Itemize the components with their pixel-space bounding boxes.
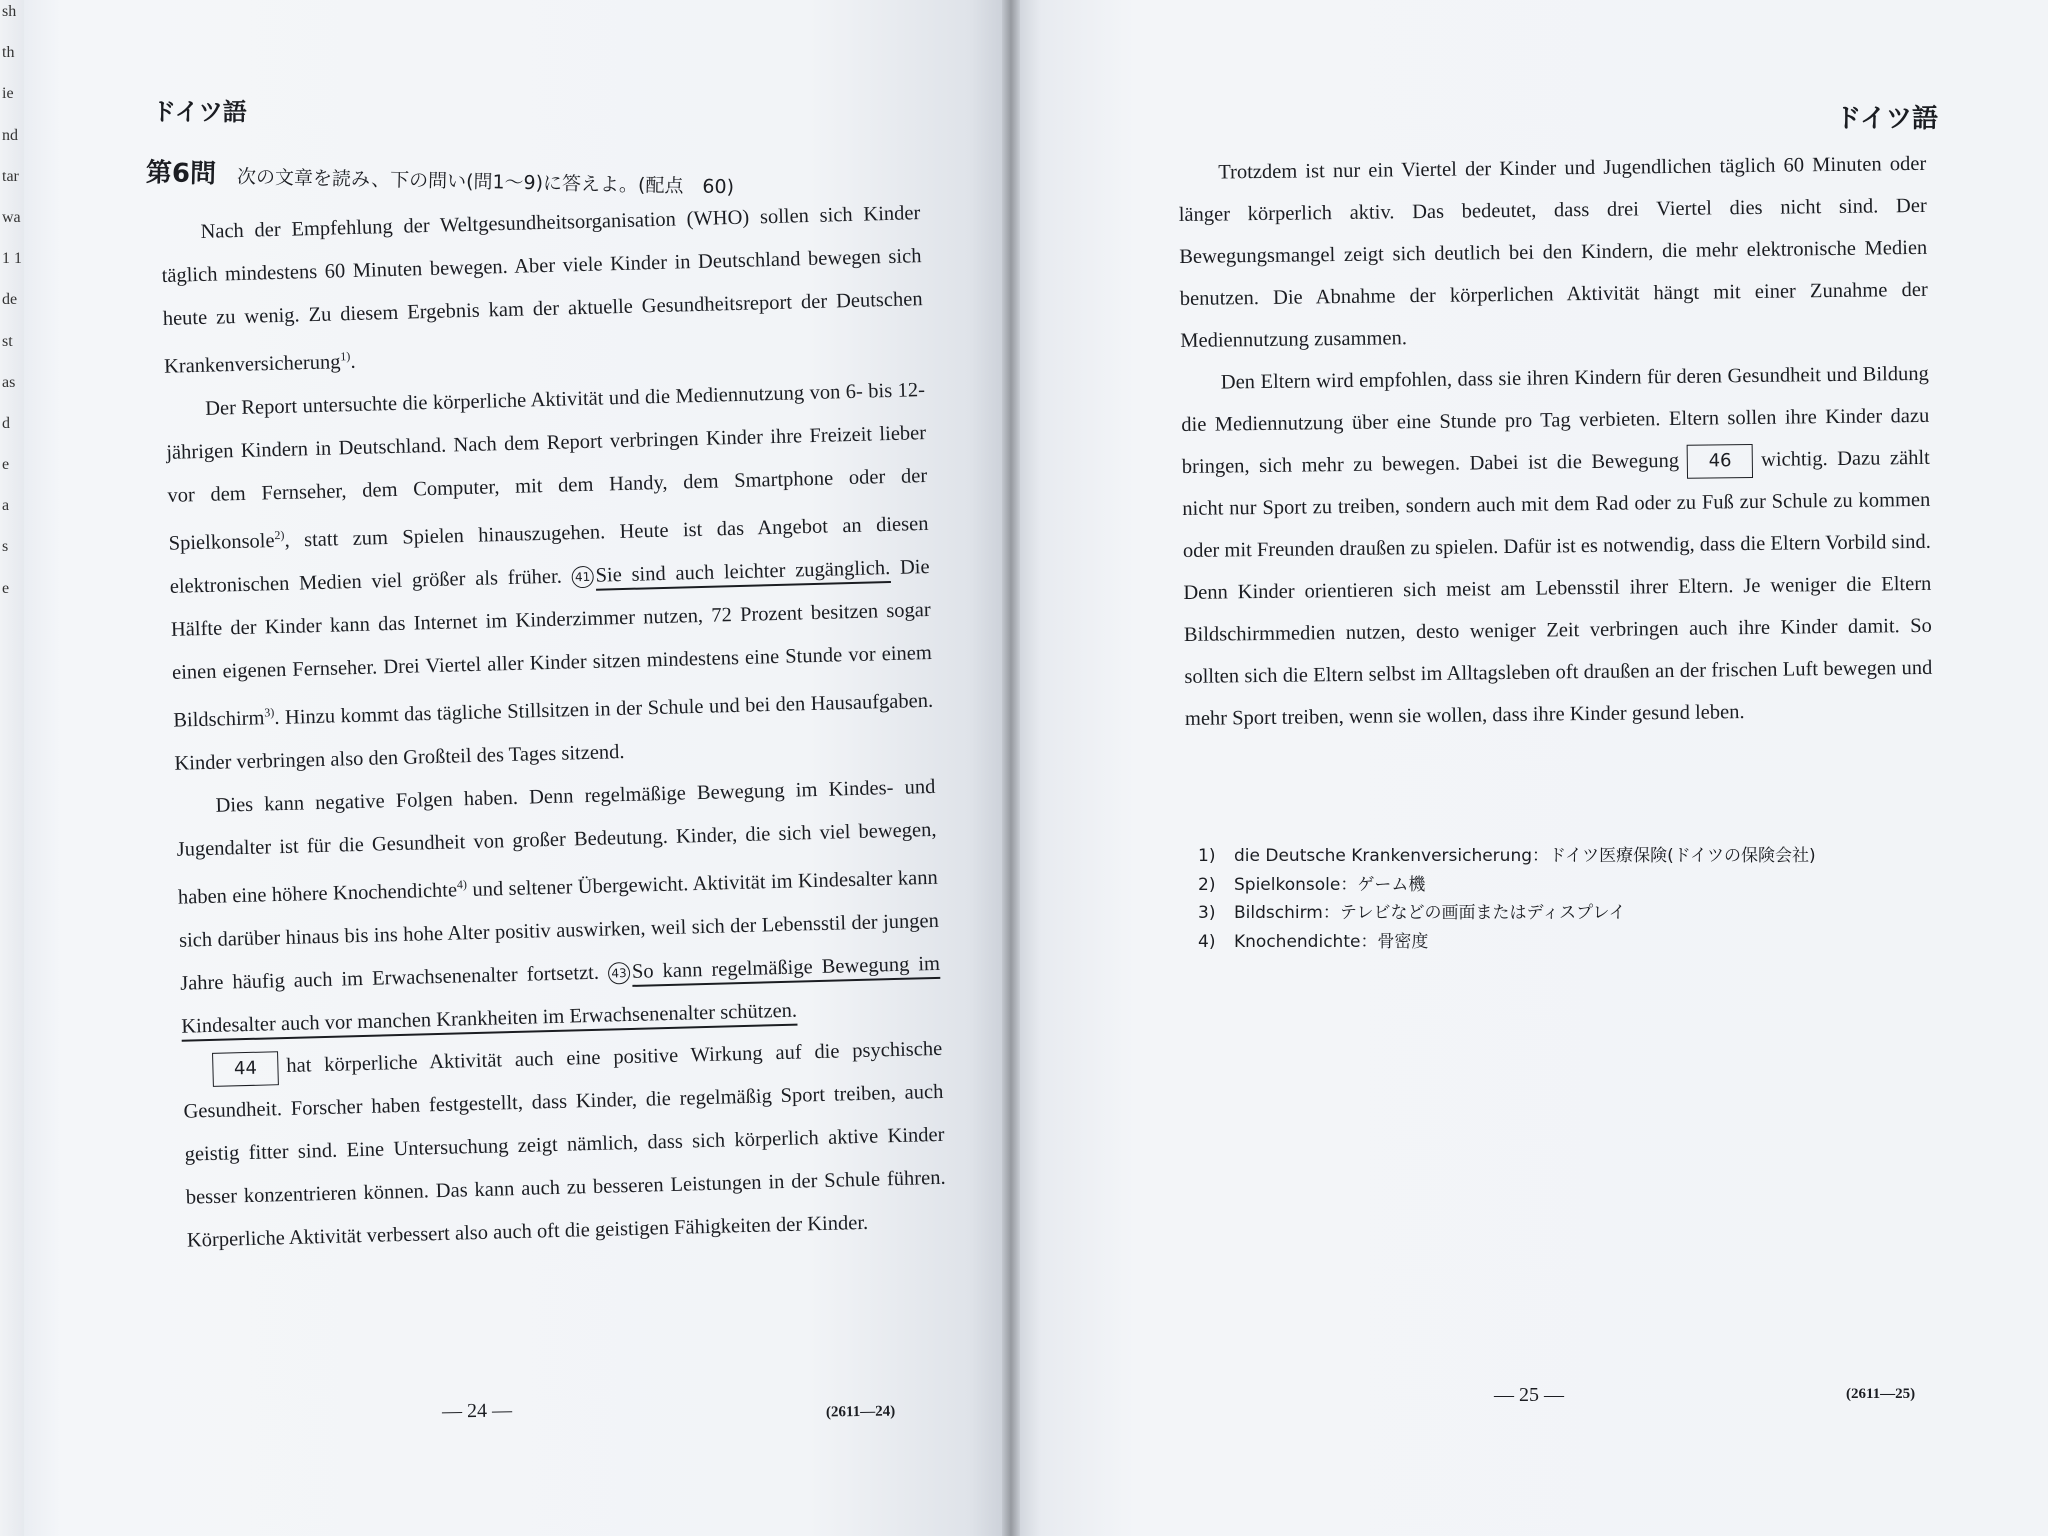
footnote-number: 3) [1198, 903, 1216, 923]
underlined-passage-43: So kann regelmäßige Bewegung im Kindesalter auch vor manchen Krankheiten im Erwachsenenalter schützen. [181, 953, 940, 1042]
left-page-text [160, 192, 947, 1262]
page-number-left: — 24 — [441, 1399, 513, 1423]
footnote-ref: 2) [274, 528, 285, 543]
edge-fragment: d [2, 414, 10, 432]
paragraph-5 [1178, 143, 1929, 362]
previous-page-edge [0, 0, 24, 1536]
paragraph-text: Dies kann negative Folgen haben. Denn regelmäßige Bewegung im Kindes- und Jugendalter ist für die Gesundheit von großer Bedeutung. Kinder, die sich viel bewegen, haben eine höhere Knochendichte [176, 775, 937, 910]
page-code-right: (2611—25) [1846, 1386, 1916, 1402]
paragraph-4 [182, 1028, 947, 1262]
footnotes [1198, 842, 1898, 956]
subject-title-left: ドイツ語 [152, 98, 247, 126]
question-instruction: 次の文章を読み、下の問い(問1～9)に答えよ。(配点 60) [236, 165, 735, 199]
footnote-ref: 1) [340, 349, 351, 364]
edge-fragment: s [2, 538, 9, 556]
footnote-number: 4) [1198, 931, 1216, 952]
footnote-ref: 4) [456, 877, 468, 892]
paragraph-2 [165, 369, 935, 786]
edge-fragment: sh [2, 3, 17, 20]
footnote-item [1198, 899, 1898, 928]
edge-fragment: st [2, 332, 13, 350]
paragraph-1 [160, 192, 924, 389]
underline-marker-43: 43 [608, 962, 631, 985]
paragraph-text: wichtig. Dazu zählt nicht nur Sport zu treiben, sondern auch mit dem Rad oder zu Fuß zur Schule zu kommen oder mit Freunden draußen zu spielen. Dafür ist es notwendig, dass die Eltern Vorbild sind. Denn Kinder orientieren sich meist am Lebensstil ihrer Eltern. Je weniger die Eltern Bildschirmmedien nutzen, desto weniger Zeit verbringen auch ihre Kinder damit. So sollten sich die Eltern selbst im Alltagsleben oft draußen an der frischen Luft bewegen und mehr Sport treiben, wenn sie wollen, dass ihre Kinder gesund leben. [1182, 446, 1933, 730]
page-code-left: (2611—24) [825, 1403, 896, 1421]
footnote-text: Bildschirm：テレビなどの画面またはディスプレイ [1234, 903, 1626, 923]
edge-fragment: th [2, 44, 15, 62]
paragraph-text: Die Hälfte der Kinder kann das Internet im Kinderzimmer nutzen, 72 Prozent besitzen sogar einen eigenen Fernseher. Drei Viertel aller Kinder sitzen mindestens eine Stunde vor einem Bildschirm [170, 556, 933, 733]
paragraph-text: Nach der Empfehlung der Weltgesundheitsorganisation (WHO) sollen sich Kinder täglich mindestens 60 Minuten bewegen. Aber viele Kinder in Deutschland bewegen sich heute zu wenig. Zu diesem Ergebnis kam der aktuelle Gesundheitsreport der Deutschen Krankenversicherung [161, 202, 923, 379]
subject-title-right: ドイツ語 [1835, 104, 1938, 134]
footnote-item [1198, 871, 1898, 900]
footnote-text: Knochendichte：骨密度 [1234, 931, 1429, 952]
edge-fragment: e [2, 456, 10, 474]
footnote-number: 1) [1198, 846, 1216, 866]
footnote-text: die Deutsche Krankenversicherung：ドイツ医療保険(ドイツの保険会社) [1234, 846, 1816, 866]
paragraph-text: Trotzdem ist nur ein Viertel der Kinder und Jugendlichen täglich 60 Minuten oder länger körperlich aktiv. Das bedeutet, dass drei Viertel dies nicht sind. Der Bewegungsmangel zeigt sich deutlich bei den Kindern, die mehr elektronische Medien benutzen. Die Abnahme der körperlichen Aktivität hängt mit einer Zunahme der Mediennutzung zusammen. [1178, 152, 1928, 352]
footnote-item [1198, 928, 1898, 957]
edge-fragment: 1 1 [2, 250, 22, 268]
edge-fragment: wa [2, 208, 21, 226]
book-gutter [1002, 0, 1020, 1536]
paragraph-text: hat körperliche Aktivität auch eine positive Wirkung auf die psychische Gesundheit. Forscher haben festgestellt, dass Kinder, die regelmäßig Sport treiben, auch geistig fitter sind. Eine Untersuchung zeigt nämlich, dass sich körperlich aktive Kinder besser konzentrieren können. Das kann auch zu besseren Leistungen in der Schule führen. Körperliche Aktivität verbessert also auch oft die geistigen Fähigkeiten der Kinder. [183, 1038, 946, 1252]
page-number-right: — 25 — [1494, 1384, 1564, 1406]
paragraph-3 [175, 766, 942, 1048]
right-page-text [1178, 143, 1933, 740]
edge-fragment: tar [2, 167, 19, 185]
footnote-text: Spielkonsole：ゲーム機 [1234, 874, 1426, 895]
edge-fragment: de [2, 291, 18, 309]
answer-blank-44: 44 [212, 1051, 279, 1087]
underlined-passage-41: Sie sind auch leichter zugänglich. [595, 557, 890, 591]
footnote-ref: 3) [264, 705, 275, 720]
question-number: 第6問 [145, 158, 217, 190]
edge-fragment: ie [2, 85, 14, 103]
footnote-number: 2) [1198, 874, 1216, 895]
edge-fragment: a [2, 497, 10, 515]
paragraph-text: Den Eltern wird empfohlen, dass sie ihren Kindern für deren Gesundheit und Bildung die Mediennutzung über eine Stunde pro Tag verbieten. Eltern sollen ihre Kinder dazu bringen, sich mehr zu bewegen. Dabei ist die Bewegung [1181, 362, 1930, 478]
paragraph-text: . [350, 351, 356, 374]
paragraph-text: . Hinzu kommt das tägliche Stillsitzen in der Schule und bei den Hausaufgaben. Kinder verbringen also den Großteil des Tages sitzend. [174, 690, 934, 775]
footnote-item [1198, 842, 1898, 871]
edge-fragment: nd [2, 126, 18, 144]
answer-blank-46: 46 [1687, 444, 1753, 479]
underline-marker-41: 41 [571, 566, 594, 589]
paragraph-6 [1181, 353, 1934, 740]
paragraph-text: , statt zum Spielen hinauszugehen. Heute ist das Angebot an diesen elektronischen Medien viel größer als früher. [169, 513, 929, 598]
edge-fragment: as [2, 373, 16, 391]
paragraph-text: und seltener Übergewicht. Aktivität im Kindesalter kann sich darüber hinaus bis ins hohe Alter positiv auswirken, weil sich der Lebensstil der jungen Jahre häufig auch im Erwachsenenalter fortsetzt. [178, 867, 940, 995]
edge-fragment: e [2, 579, 10, 597]
paragraph-text: Der Report untersuchte die körperliche Aktivität und die Mediennutzung von 6- bis 12-jährigen Kindern in Deutschland. Nach dem Report verbringen Kinder ihre Freizeit lieber vor dem Fernseher, dem Computer, mit dem Handy, dem Smartphone oder der Spielkonsole [166, 379, 928, 556]
